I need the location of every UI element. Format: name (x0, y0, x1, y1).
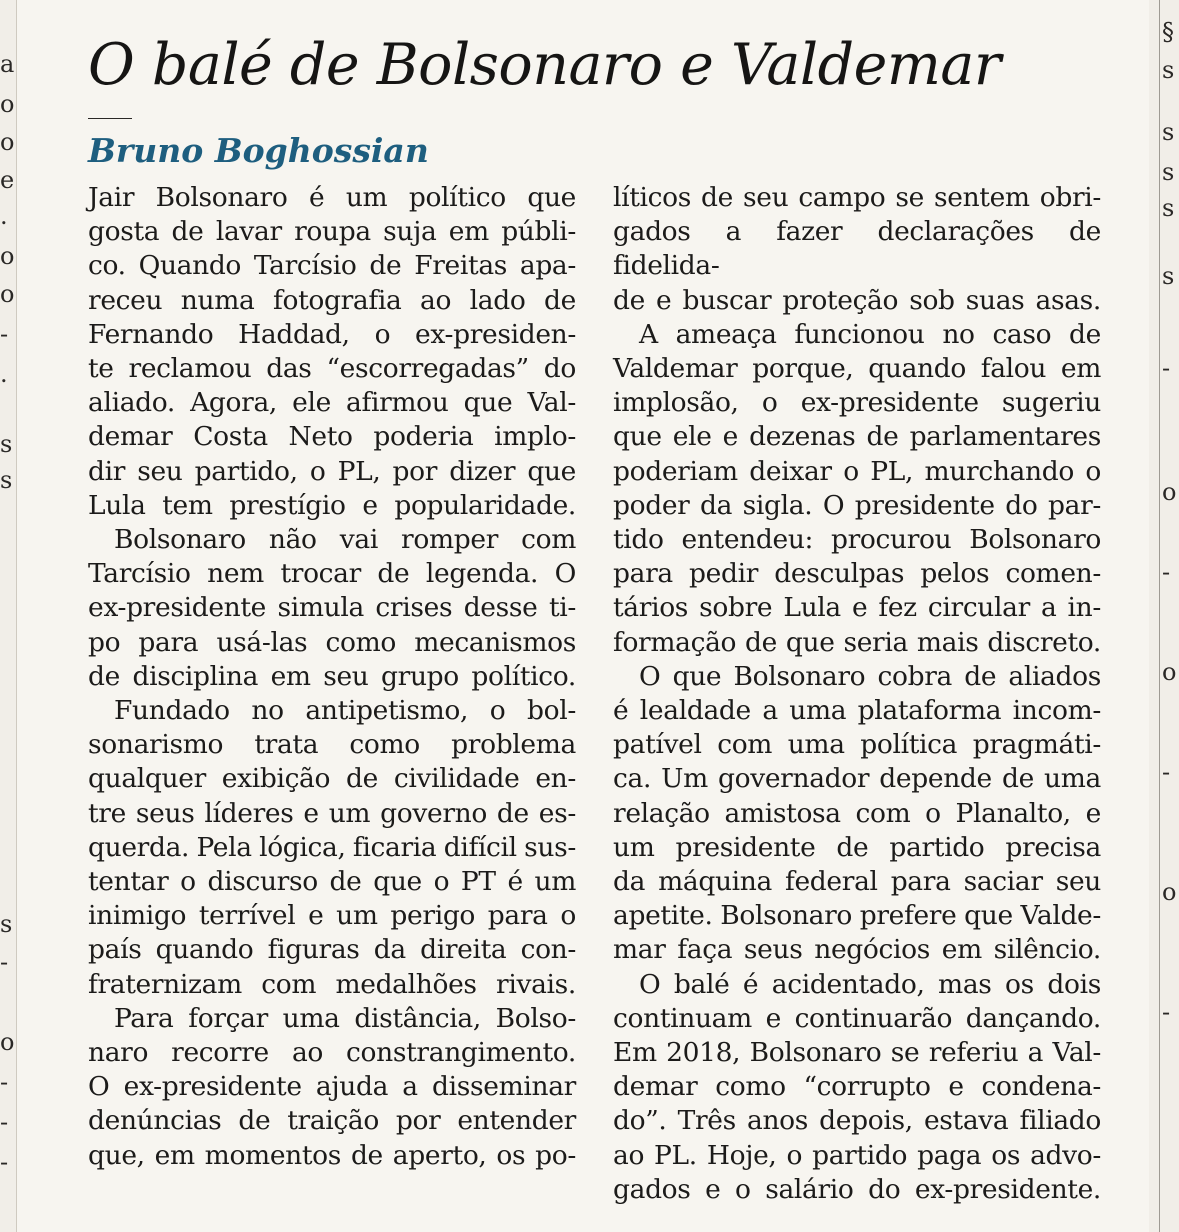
text-line: Bolsonaro não vai romper com (114, 524, 576, 556)
text-line: ca. Um governador depende de uma (613, 763, 1101, 795)
article-paragraph (88, 1002, 576, 1173)
edge-char: - (0, 1068, 9, 1096)
text-line: Jair Bolsonaro é um político que (88, 182, 576, 213)
text-line: poderiam deixar o PL, murchando o (613, 455, 1101, 487)
edge-char: s (0, 430, 13, 458)
article-column-right (613, 181, 1101, 1207)
column-rule (1159, 0, 1160, 1232)
previous-page-edge (0, 0, 17, 1232)
text-line: aliado. Agora, ele afirmou que Val- (88, 387, 576, 419)
article-paragraph (88, 694, 576, 1002)
text-line: de disciplina em seu grupo político. (88, 660, 576, 692)
text-line: mar faça seus negócios em silêncio. (613, 934, 1101, 966)
text-line: é lealdade a uma plataforma incom- (613, 695, 1101, 727)
text-line: relação amistosa com o Planalto, e (613, 797, 1101, 829)
text-line: po para usá-las como mecanismos (88, 626, 576, 658)
edge-char: o (0, 1028, 15, 1056)
article-paragraph (88, 181, 576, 523)
text-line: gados e o salário do ex-presidente. (613, 1173, 1101, 1205)
byline-rule (88, 118, 132, 119)
edge-char: s (1162, 118, 1175, 146)
text-line: O que Bolsonaro cobra de aliados (639, 660, 1101, 692)
edge-char: . (0, 202, 8, 230)
text-line: apetite. Bolsonaro prefere que Valde- (613, 900, 1101, 932)
text-line: gados a fazer declarações de fidelida- (613, 216, 1101, 282)
next-page-edge (1149, 0, 1179, 1232)
edge-char: s (0, 466, 13, 494)
headline: O balé de Bolsonaro e Valdemar (88, 32, 1001, 98)
text-line: O ex-presidente ajuda a disseminar (88, 1071, 576, 1103)
article-column-left (88, 181, 576, 1173)
text-line: querda. Pela lógica, ficaria difícil sus- (88, 831, 576, 863)
text-line: A ameaça funcionou no caso de (639, 318, 1101, 350)
text-line: ao PL. Hoje, o partido paga os advo- (613, 1139, 1101, 1171)
article-paragraph (613, 968, 1101, 1207)
text-line: gosta de lavar roupa suja em públi- (88, 216, 576, 248)
text-line: denúncias de traição por entender (88, 1105, 576, 1137)
text-line: patível com uma política pragmáti- (613, 729, 1101, 761)
text-line: qualquer exibição de civilidade en- (88, 763, 576, 795)
text-line: Tarcísio nem trocar de legenda. O (88, 558, 576, 590)
text-line: Para forçar uma distância, Bolso- (114, 1002, 576, 1034)
text-line: te reclamou das “escorregadas” do (88, 353, 576, 385)
edge-char: s (1162, 158, 1175, 186)
text-line: demar como “corrupto e condena- (613, 1071, 1101, 1103)
article-paragraph (613, 181, 1101, 318)
text-line: ex-presidente simula crises desse ti- (88, 592, 576, 624)
edge-char: - (1162, 558, 1171, 586)
text-line: do”. Três anos depois, estava filiado (613, 1105, 1101, 1137)
text-line: co. Quando Tarcísio de Freitas apa- (88, 250, 576, 282)
text-line: Fundado no antipetismo, o bol- (114, 695, 576, 727)
text-line: demar Costa Neto poderia implo- (88, 421, 576, 453)
edge-char: § (1162, 18, 1174, 46)
article-paragraph (613, 318, 1101, 660)
edge-char: - (0, 1108, 9, 1136)
edge-char: o (0, 128, 15, 156)
author-byline: Bruno Boghossian (88, 131, 429, 170)
text-line: tentar o discurso de que o PT é um (88, 866, 576, 898)
edge-char: - (0, 320, 9, 348)
edge-char: o (1162, 658, 1177, 686)
text-line: fraternizam com medalhões rivais. (88, 968, 576, 1000)
edge-char: o (1162, 878, 1177, 906)
text-line: implosão, o ex-presidente sugeriu (613, 387, 1101, 419)
edge-char: o (0, 242, 15, 270)
edge-char: . (0, 360, 8, 388)
edge-char: o (0, 90, 15, 118)
text-line: tários sobre Lula e fez circular a in- (613, 592, 1101, 624)
text-line: tido entendeu: procurou Bolsonaro (613, 524, 1101, 556)
text-line: O balé é acidentado, mas os dois (639, 968, 1101, 1000)
edge-char: - (0, 1148, 9, 1176)
edge-char: o (0, 280, 15, 308)
text-line: tre seus líderes e um governo de es- (88, 797, 576, 829)
text-line: que, em momentos de aperto, os po- (88, 1139, 576, 1171)
edge-char: a (0, 50, 15, 78)
edge-char: - (1162, 758, 1171, 786)
text-line: Valdemar porque, quando falou em (613, 353, 1101, 385)
text-line: da máquina federal para saciar seu (613, 866, 1101, 898)
text-line: Lula tem prestígio e popularidade. (88, 489, 576, 521)
text-line: naro recorre ao constrangimento. (88, 1037, 576, 1069)
text-line: inimigo terrível e um perigo para o (88, 900, 576, 932)
text-line: que ele e dezenas de parlamentares (613, 421, 1101, 453)
edge-char: - (0, 948, 9, 976)
text-line: um presidente de partido precisa (613, 831, 1101, 863)
text-line: sonarismo trata como problema (88, 729, 576, 761)
text-line: receu numa fotografia ao lado de (88, 284, 576, 316)
text-line: continuam e continuarão dançando. (613, 1002, 1101, 1034)
text-line: dir seu partido, o PL, por dizer que (88, 455, 576, 487)
text-line: de e buscar proteção sob suas asas. (613, 284, 1101, 316)
edge-char: o (1162, 478, 1177, 506)
edge-char: e (0, 166, 15, 194)
edge-char: s (1162, 56, 1175, 84)
edge-char: - (1162, 354, 1171, 382)
edge-char: s (1162, 262, 1175, 290)
edge-char: - (1162, 998, 1171, 1026)
text-line: para pedir desculpas pelos comen- (613, 558, 1101, 590)
article-paragraph (613, 660, 1101, 968)
text-line: Fernando Haddad, o ex-presiden- (88, 318, 576, 350)
article-paragraph (88, 523, 576, 694)
text-line: país quando figuras da direita con- (88, 934, 576, 966)
text-line: líticos de seu campo se sentem obri- (613, 182, 1101, 213)
edge-char: s (1162, 194, 1175, 222)
edge-char: s (0, 910, 13, 938)
text-line: formação de que seria mais discreto. (613, 626, 1101, 658)
text-line: Em 2018, Bolsonaro se referiu a Val- (613, 1037, 1101, 1069)
text-line: poder da sigla. O presidente do par- (613, 489, 1101, 521)
